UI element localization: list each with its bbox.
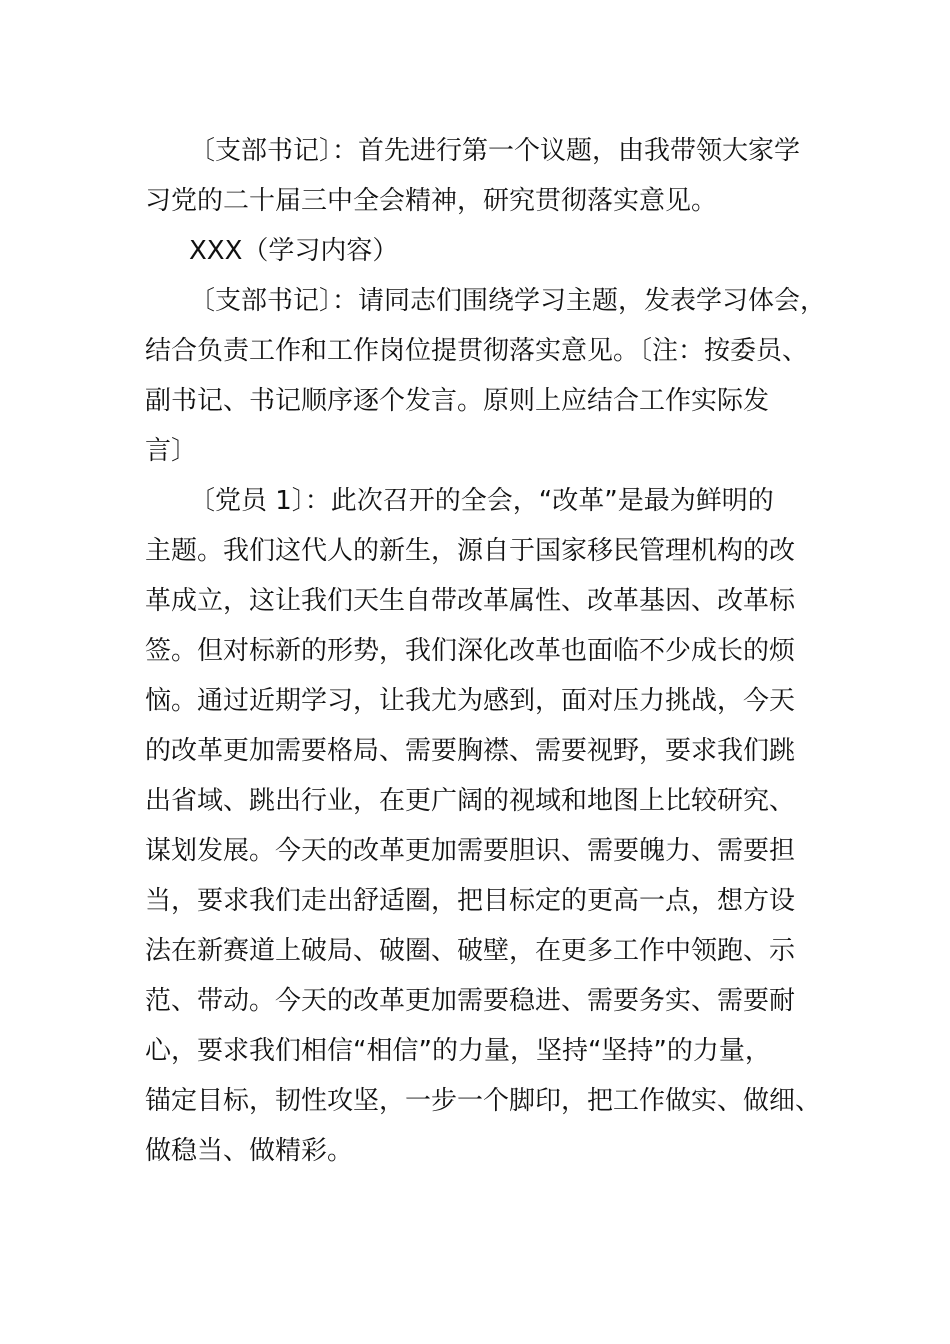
paragraph-line: 主题。我们这代人的新生，源自于国家移民管理机构的改 <box>145 536 796 566</box>
paragraph-line: 范、带动。今天的改革更加需要稳进、需要务实、需要耐 <box>145 986 796 1016</box>
paragraph-line: 结合负责工作和工作岗位提贯彻落实意见。〔注：按委员、 <box>145 336 809 366</box>
paragraph-line: 革成立，这让我们天生自带改革属性、改革基因、改革标 <box>145 586 796 616</box>
paragraph-line: 出省域、跳出行业，在更广阔的视域和地图上比较研究、 <box>145 786 796 816</box>
paragraph-line: 当，要求我们走出舒适圈，把目标定的更高一点，想方设 <box>145 886 796 916</box>
paragraph-line: 谋划发展。今天的改革更加需要胆识、需要魄力、需要担 <box>145 836 796 866</box>
paragraph-line: 习党的二十届三中全会精神，研究贯彻落实意见。 <box>145 186 718 216</box>
paragraph-line: 心，要求我们相信“相信”的力量，坚持“坚持”的力量， <box>145 1036 771 1066</box>
paragraph-line: 的改革更加需要格局、需要胸襟、需要视野，要求我们跳 <box>145 736 796 766</box>
paragraph-line: 言〕 <box>145 436 198 466</box>
document-body <box>145 126 835 1176</box>
paragraph-line: 〔支部书记〕：首先进行第一个议题，由我带领大家学 <box>189 136 801 166</box>
paragraph-line: 恼。通过近期学习，让我尤为感到，面对压力挑战，今天 <box>145 686 796 716</box>
paragraph-line: 〔党员 1〕：此次召开的全会，“改革”是最为鲜明的 <box>189 486 774 516</box>
paragraph-line: XXX（学习内容） <box>189 236 399 266</box>
paragraph-line: 法在新赛道上破局、破圈、破壁，在更多工作中领跑、示 <box>145 936 796 966</box>
paragraph-line: 锚定目标，韧性攻坚，一步一个脚印，把工作做实、做细、 <box>145 1086 822 1116</box>
paragraph-line: 〔支部书记〕：请同志们围绕学习主题，发表学习体会， <box>189 286 827 316</box>
paragraph-line: 签。但对标新的形势，我们深化改革也面临不少成长的烦 <box>145 636 796 666</box>
paragraph-line: 做稳当、做精彩。 <box>145 1136 354 1166</box>
paragraph-line: 副书记、书记顺序逐个发言。原则上应结合工作实际发 <box>145 386 770 416</box>
